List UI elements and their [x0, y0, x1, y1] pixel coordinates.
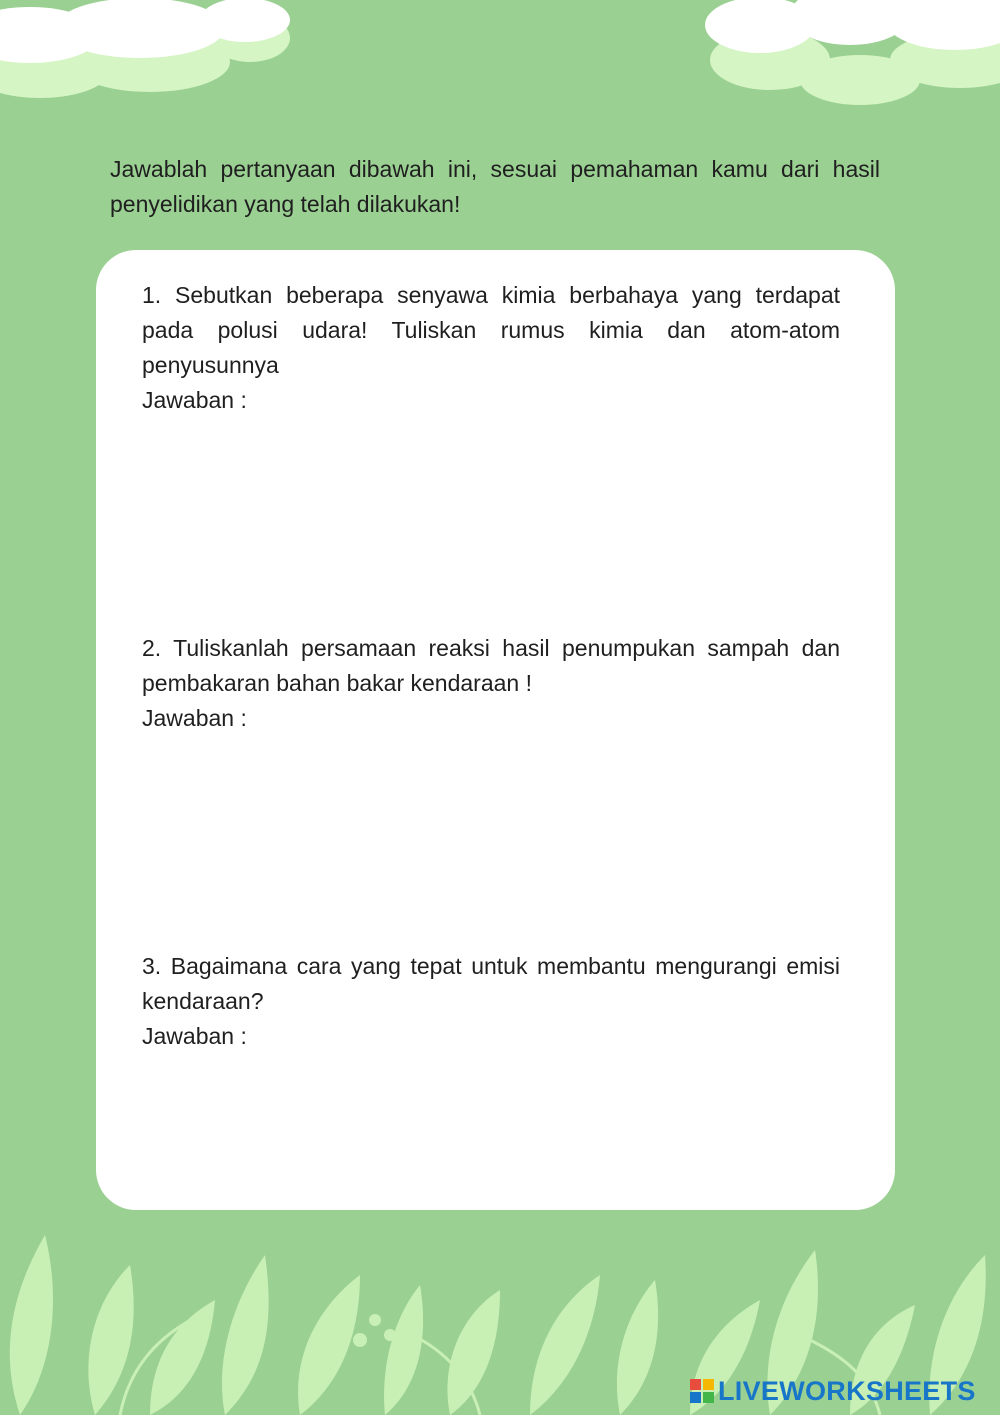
liveworksheets-logo-icon	[690, 1379, 714, 1403]
question-3-text: 3. Bagaimana cara yang tepat untuk membantu mengurangi emisi kendaraan?	[142, 953, 840, 1014]
instruction-text: Jawablah pertanyaan dibawah ini, sesuai pemahaman kamu dari hasil penyelidikan yang telah dilakukan!	[110, 156, 880, 217]
question-card	[96, 250, 895, 1210]
question-2	[142, 631, 840, 736]
liveworksheets-brand	[690, 1373, 976, 1409]
question-2-answer-label: Jawaban :	[142, 705, 247, 731]
question-3-answer-label: Jawaban :	[142, 1023, 247, 1049]
question-3	[142, 949, 840, 1054]
top-clouds-decoration	[0, 0, 1000, 110]
question-1-text: 1. Sebutkan beberapa senyawa kimia berbahaya yang terdapat pada polusi udara! Tuliskan rumus kimia dan atom-atom penyusunnya	[142, 282, 840, 378]
question-1-answer-label: Jawaban :	[142, 387, 247, 413]
brand-text: LIVEWORKSHEETS	[718, 1375, 976, 1406]
question-2-text: 2. Tuliskanlah persamaan reaksi hasil penumpukan sampah dan pembakaran bahan bakar kendaraan !	[142, 635, 840, 696]
question-1	[142, 278, 840, 418]
